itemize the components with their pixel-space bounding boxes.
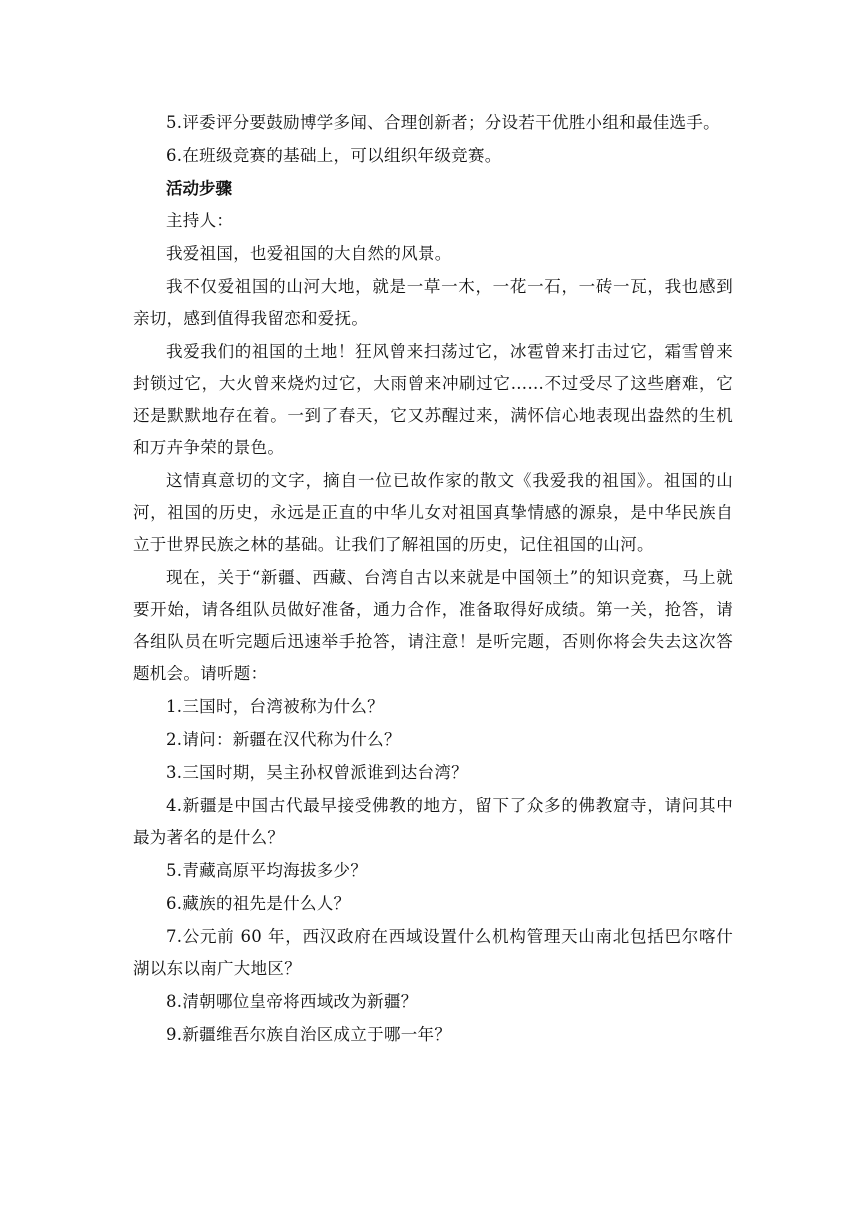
paragraph: 现在，关于“新疆、西藏、台湾自古以来就是中国领土”的知识竞赛，马上就要开始，请各组队员做好准备，通力合作，准备取得好成绩。第一关，抢答，请各组队员在听完题后迅速举手抢答，请注意！是听完题，否则你将会失去这次答题机会。请听题：: [133, 568, 733, 683]
paragraph: 我不仅爱祖国的山河大地，就是一草一木，一花一石，一砖一瓦，我也感到亲切，感到值得我留恋和爱抚。: [133, 277, 733, 328]
paragraph-rule-5: 5.评委评分要鼓励博学多闻、合理创新者；分设若干优胜小组和最佳选手。: [166, 113, 720, 132]
question-item: 6.藏族的祖先是什么人？: [166, 894, 351, 913]
question-item: 8.清朝哪位皇帝将西域改为新疆？: [166, 992, 418, 1011]
question-item: 7.公元前 60 年，西汉政府在西域设置什么机构管理天山南北包括巴尔喀什湖以东以南广大地区？: [133, 927, 733, 978]
document-content: [133, 107, 733, 1052]
paragraph: 这情真意切的文字，摘自一位已故作家的散文《我爱我的祖国》。祖国的山河，祖国的历史，永远是正直的中华儿女对祖国真挚情感的源泉，是中华民族自立于世界民族之林的基础。让我们了解祖国的历史，记住祖国的山河。: [133, 471, 733, 554]
paragraph-host: 主持人：: [166, 211, 234, 230]
paragraph-rule-6: 6.在班级竞赛的基础上，可以组织年级竞赛。: [166, 146, 502, 165]
question-item: 3.三国时期，吴主孙权曾派谁到达台湾？: [166, 763, 468, 782]
question-item: 2.请问：新疆在汉代称为什么？: [166, 730, 401, 749]
section-heading: 活动步骤: [166, 179, 232, 198]
paragraph: 我爱我们的祖国的土地！狂风曾来扫荡过它，冰雹曾来打击过它，霜雪曾来封锁过它，大火曾来烧灼过它，大雨曾来冲刷过它……不过受尽了这些磨难，它还是默默地存在着。一到了春天，它又苏醒过来，满怀信心地表现出盎然的生机和万卉争荣的景色。: [133, 342, 733, 457]
question-item: 5.青藏高原平均海拔多少？: [166, 861, 368, 880]
question-item: 4.新疆是中国古代最早接受佛教的地方，留下了众多的佛教窟寺，请问其中最为著名的是什么？: [133, 796, 733, 847]
question-item: 9.新疆维吾尔族自治区成立于哪一年？: [166, 1025, 452, 1044]
paragraph: 我爱祖国，也爱祖国的大自然的风景。: [166, 244, 452, 263]
question-item: 1.三国时，台湾被称为什么？: [166, 697, 384, 716]
